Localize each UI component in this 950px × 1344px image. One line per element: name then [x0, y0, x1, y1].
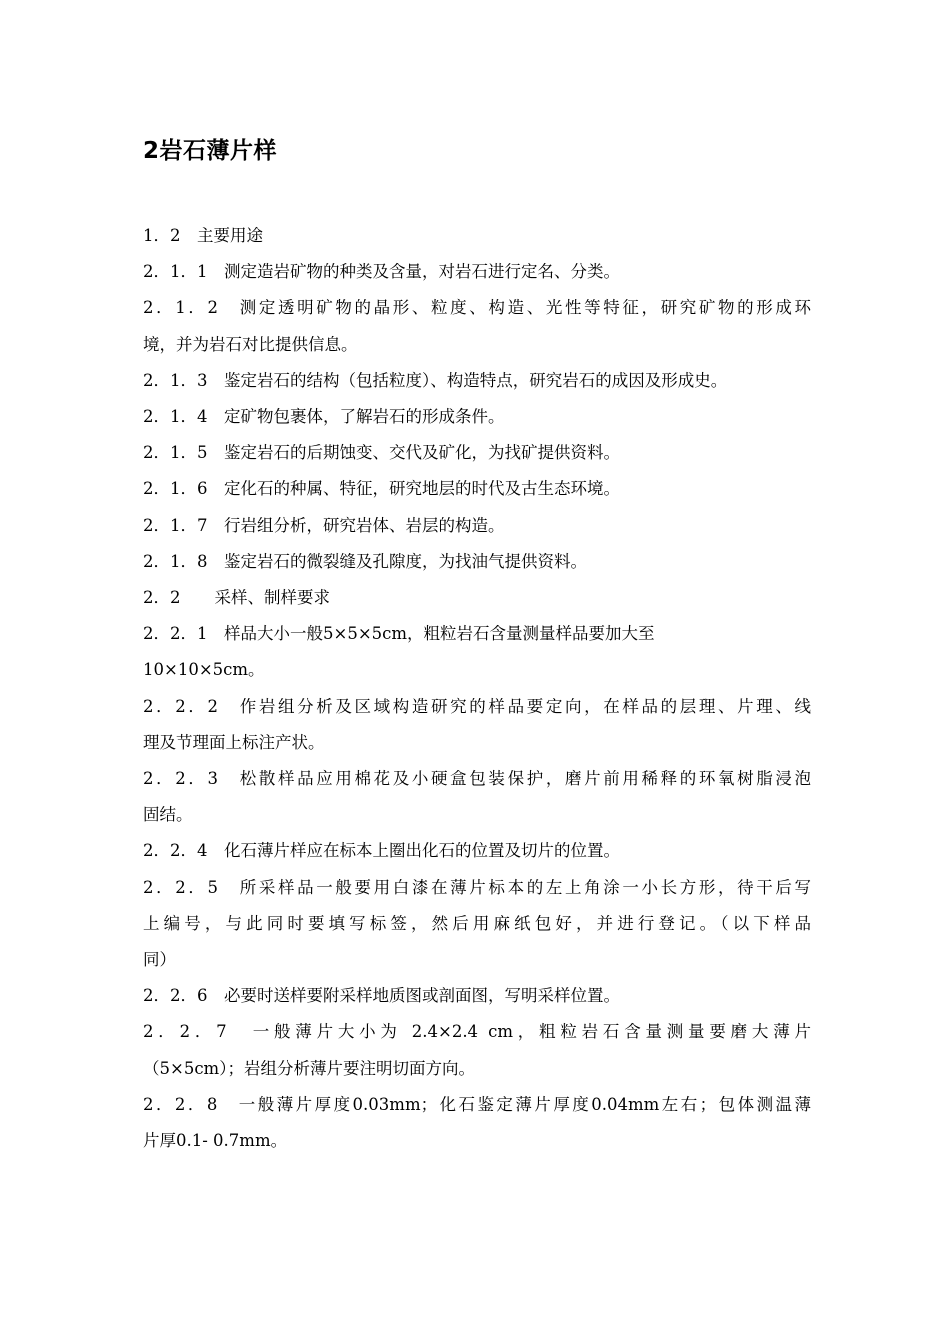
text-line: （5×5cm）；岩组分析薄片要注明切面方向。: [143, 1058, 475, 1078]
text-line: 10×10×5cm。: [143, 660, 265, 680]
text-line: 2．2．2 作岩组分析及区域构造研究的样品要定向，在样品的层理、片理、线: [143, 696, 811, 716]
text-line: 2．2．8 一般薄片厚度0.03mm；化石鉴定薄片厚度0.04mm左右；包体测温薄: [143, 1094, 811, 1114]
text-line: 1．2 主要用途: [143, 226, 263, 245]
text-line: 2．1．4 定矿物包裹体，了解岩石的形成条件。: [143, 407, 505, 427]
text-line: 理及节理面上标注产状。: [143, 732, 325, 752]
text-line: 2．1．1 测定造岩矿物的种类及含量，对岩石进行定名、分类。: [143, 262, 620, 282]
text-line: 片厚0.1- 0.7mm。: [143, 1131, 288, 1151]
text-line: 2．2．4 化石薄片样应在标本上圈出化石的位置及切片的位置。: [143, 841, 620, 861]
text-line: 境，并为岩石对比提供信息。: [143, 334, 358, 354]
subsection-heading: [143, 580, 811, 616]
text-line: 2．2．7 一般薄片大小为 2.4×2.4 cm，粗粒岩石含量测量要磨大薄片: [143, 1022, 811, 1042]
subsection-label: 采样、制样要求: [214, 588, 330, 608]
text-line: 固结。: [143, 805, 193, 825]
subsection-number: 2．2: [143, 588, 181, 608]
text-line: 2．1．7 行岩组分析，研究岩体、岩层的构造。: [143, 515, 505, 535]
text-line: 2．2．5 所采样品一般要用白漆在薄片标本的左上角涂一小长方形，待干后写: [143, 877, 811, 897]
text-line: 2．1．8 鉴定岩石的微裂缝及孔隙度，为找油气提供资料。: [143, 551, 587, 571]
text-line: 2．2．3 松散样品应用棉花及小硬盒包装保护，磨片前用稀释的环氧树脂浸泡: [143, 769, 811, 789]
section-title: 2岩石薄片样: [143, 138, 278, 164]
text-line: 2．2．6 必要时送样要附采样地质图或剖面图，写明采样位置。: [143, 986, 620, 1006]
text-line: 2．1．2 测定透明矿物的晶形、粒度、构造、光性等特征，研究矿物的形成环: [143, 298, 811, 318]
document-body: [143, 218, 811, 1159]
text-line: 2．1．3 鉴定岩石的结构（包括粒度）、构造特点，研究岩石的成因及形成史。: [143, 370, 728, 390]
text-line: 上编号，与此同时要填写标签，然后用麻纸包好，并进行登记。（以下样品: [143, 913, 811, 933]
text-line: 2．1．5 鉴定岩石的后期蚀变、交代及矿化，为找矿提供资料。: [143, 443, 620, 463]
text-line: 2．2．1 样品大小一般5×5×5cm，粗粒岩石含量测量样品要加大至: [143, 624, 655, 644]
text-line: 同）: [143, 950, 176, 970]
text-line: 2．1．6 定化石的种属、特征，研究地层的时代及古生态环境。: [143, 479, 620, 499]
